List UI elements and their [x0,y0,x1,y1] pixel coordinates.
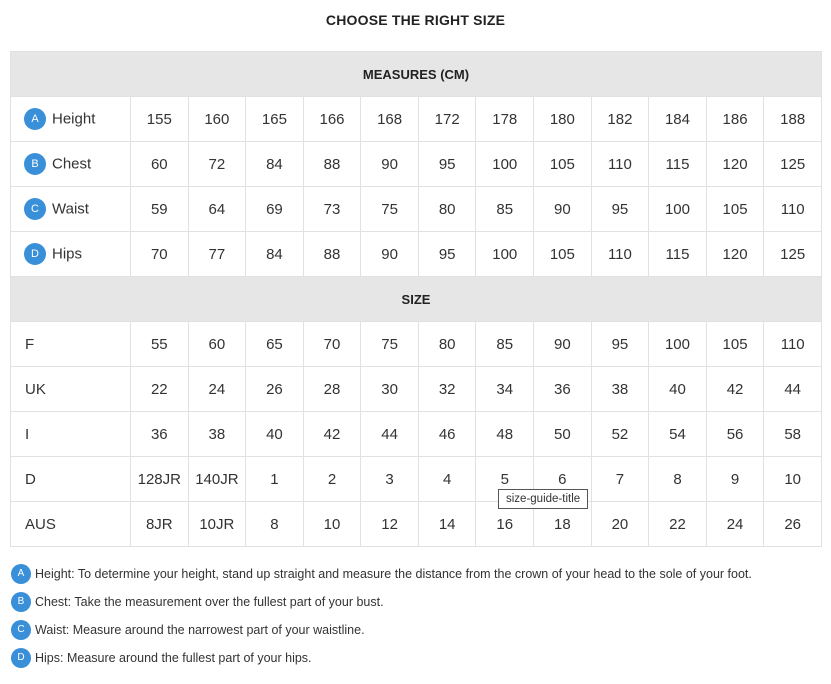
size-value: 32 [418,367,476,412]
measure-value: 110 [591,232,649,277]
size-value: 140JR [188,457,246,502]
size-row-d [11,457,822,502]
measure-value: 166 [303,97,361,142]
size-value: 34 [476,367,534,412]
size-value: 10 [303,502,361,547]
size-value: 40 [246,412,304,457]
measure-row-height [11,97,822,142]
measure-value: 69 [246,187,304,232]
measure-value: 105 [706,187,764,232]
measure-value: 115 [649,142,707,187]
size-value: 36 [131,412,189,457]
size-value: 30 [361,367,419,412]
measure-row-chest [11,142,822,187]
measure-value: 178 [476,97,534,142]
size-value: 16 [476,502,534,547]
measure-value: 100 [476,232,534,277]
size-label: AUS [11,502,131,547]
measure-value: 182 [591,97,649,142]
badge-icon: D [11,648,31,668]
size-header: SIZE [11,277,822,322]
measure-value: 100 [649,187,707,232]
size-value: 44 [764,367,822,412]
measure-value: 73 [303,187,361,232]
measure-label-cell [11,142,131,187]
size-value: 44 [361,412,419,457]
size-value: 6 [534,457,592,502]
size-header-row [11,277,822,322]
size-row-f [11,322,822,367]
size-value: 1 [246,457,304,502]
badge-icon: B [24,153,46,175]
size-value: 42 [303,412,361,457]
note-item [11,616,821,644]
size-label: F [11,322,131,367]
measures-header: MEASURES (CM) [11,52,822,97]
size-value: 5 [476,457,534,502]
size-value: 105 [706,322,764,367]
measure-value: 84 [246,232,304,277]
measure-value: 160 [188,97,246,142]
measure-value: 80 [418,187,476,232]
note-text: Height: To determine your height, stand up straight and measure the distance from the crown of your head to the sole of your foot. [35,567,752,581]
size-value: 26 [764,502,822,547]
note-text: Chest: Take the measurement over the fullest part of your bust. [35,595,384,609]
size-table [10,51,822,547]
size-value: 28 [303,367,361,412]
measure-label: Hips [52,245,83,263]
size-value: 100 [649,322,707,367]
size-value: 8JR [131,502,189,547]
measure-value: 100 [476,142,534,187]
size-row-uk [11,367,822,412]
measure-value: 75 [361,187,419,232]
size-label: D [11,457,131,502]
size-value: 14 [418,502,476,547]
measure-value: 172 [418,97,476,142]
badge-icon: A [11,564,31,584]
note-item [11,644,821,672]
measure-label: Height [52,110,96,128]
measure-value: 105 [534,142,592,187]
measure-row-hips [11,232,822,277]
badge-icon: D [24,243,46,265]
size-value: 70 [303,322,361,367]
measure-value: 95 [591,187,649,232]
size-value: 18 [534,502,592,547]
tooltip: size-guide-title [498,489,588,509]
measure-value: 90 [361,232,419,277]
measure-label: Chest [52,155,92,173]
size-label: I [11,412,131,457]
size-value: 65 [246,322,304,367]
measure-value: 115 [649,232,707,277]
size-value: 4 [418,457,476,502]
measurement-notes [11,560,821,672]
measure-value: 105 [534,232,592,277]
size-value: 128JR [131,457,189,502]
size-value: 95 [591,322,649,367]
measure-value: 84 [246,142,304,187]
measure-value: 125 [764,232,822,277]
measure-value: 186 [706,97,764,142]
size-value: 8 [246,502,304,547]
size-value: 38 [188,412,246,457]
size-value: 80 [418,322,476,367]
badge-icon: C [24,198,46,220]
size-value: 90 [534,322,592,367]
measure-value: 85 [476,187,534,232]
size-value: 24 [706,502,764,547]
measure-value: 95 [418,142,476,187]
size-value: 50 [534,412,592,457]
note-item [11,588,821,616]
size-value: 85 [476,322,534,367]
badge-icon: C [11,620,31,640]
measure-value: 64 [188,187,246,232]
measure-value: 90 [361,142,419,187]
measure-value: 110 [764,187,822,232]
measure-value: 90 [534,187,592,232]
size-value: 22 [649,502,707,547]
measure-value: 60 [131,142,189,187]
measure-value: 95 [418,232,476,277]
size-value: 7 [591,457,649,502]
size-value: 56 [706,412,764,457]
measure-value: 88 [303,142,361,187]
measure-label-cell [11,232,131,277]
size-row-aus [11,502,822,547]
note-item [11,560,821,588]
size-value: 12 [361,502,419,547]
size-row-i [11,412,822,457]
size-value: 40 [649,367,707,412]
measure-value: 184 [649,97,707,142]
size-value: 48 [476,412,534,457]
measures-header-row [11,52,822,97]
measure-value: 155 [131,97,189,142]
size-value: 26 [246,367,304,412]
size-value: 10 [764,457,822,502]
measure-value: 77 [188,232,246,277]
size-value: 3 [361,457,419,502]
measure-label: Waist [52,200,89,218]
note-text: Waist: Measure around the narrowest part of your waistline. [35,623,365,637]
measure-value: 125 [764,142,822,187]
measure-value: 72 [188,142,246,187]
size-guide-title: CHOOSE THE RIGHT SIZE [325,12,506,28]
measure-value: 188 [764,97,822,142]
measure-label-cell [11,187,131,232]
size-value: 54 [649,412,707,457]
measure-value: 70 [131,232,189,277]
size-value: 52 [591,412,649,457]
size-value: 10JR [188,502,246,547]
measure-label-cell [11,97,131,142]
badge-icon: A [24,108,46,130]
size-value: 58 [764,412,822,457]
measure-value: 168 [361,97,419,142]
size-value: 55 [131,322,189,367]
size-value: 36 [534,367,592,412]
measure-value: 165 [246,97,304,142]
size-value: 20 [591,502,649,547]
size-value: 42 [706,367,764,412]
size-value: 75 [361,322,419,367]
size-label: UK [11,367,131,412]
measure-row-waist [11,187,822,232]
size-value: 2 [303,457,361,502]
measure-value: 120 [706,142,764,187]
size-value: 110 [764,322,822,367]
size-value: 60 [188,322,246,367]
size-value: 38 [591,367,649,412]
measure-value: 59 [131,187,189,232]
measure-value: 88 [303,232,361,277]
size-value: 24 [188,367,246,412]
size-value: 9 [706,457,764,502]
measure-value: 110 [591,142,649,187]
measure-value: 180 [534,97,592,142]
size-value: 22 [131,367,189,412]
size-value: 46 [418,412,476,457]
size-value: 8 [649,457,707,502]
badge-icon: B [11,592,31,612]
measure-value: 120 [706,232,764,277]
note-text: Hips: Measure around the fullest part of your hips. [35,651,312,665]
